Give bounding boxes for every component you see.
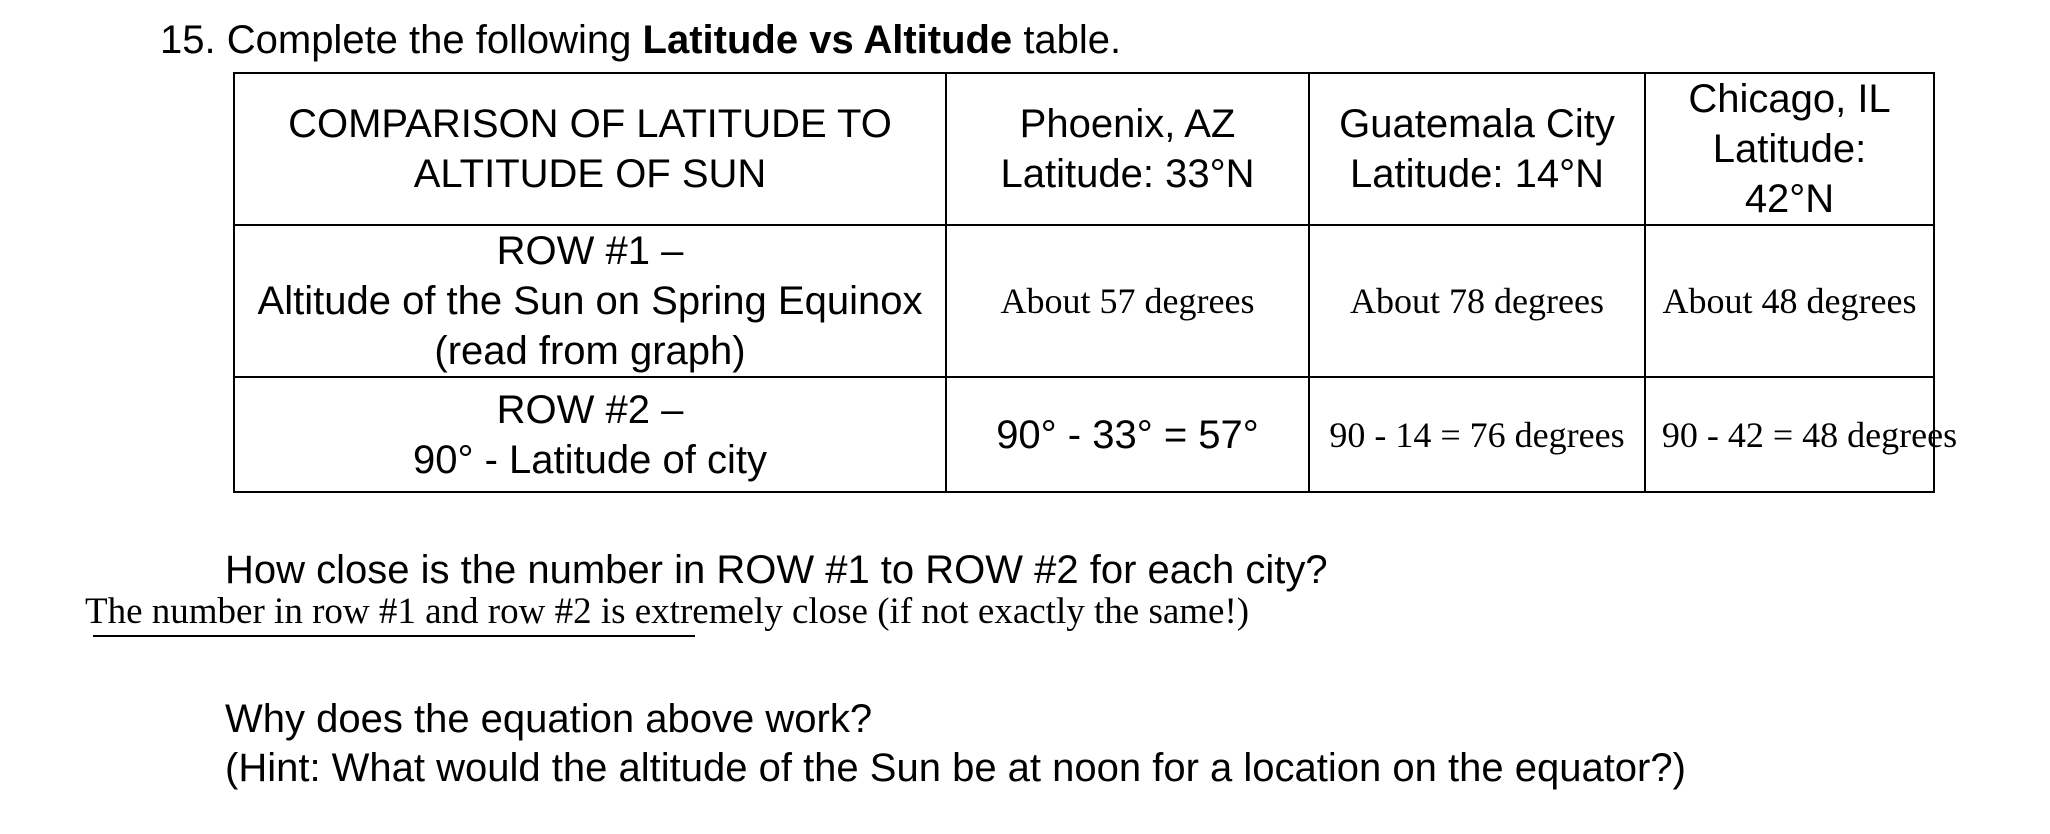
table-row-1 xyxy=(234,225,1934,377)
row1-phoenix-value: About 57 degrees xyxy=(1000,281,1255,321)
header-city-guatemala xyxy=(1309,73,1645,225)
question-bold-text: Latitude vs Altitude xyxy=(642,18,1013,62)
row2-phoenix-value: 90° - 33° = 57° xyxy=(996,412,1259,457)
city-latitude-value: 42°N xyxy=(1744,177,1835,221)
header-title-line2: ALTITUDE OF SUN xyxy=(413,152,767,196)
latitude-altitude-table xyxy=(233,72,1958,493)
prompt-why-line2: (Hint: What would the altitude of the Sun be at noon for a location on the equator?) xyxy=(225,746,1686,790)
question-title xyxy=(160,14,1121,66)
row2-label-line2: 90° - Latitude of city xyxy=(413,437,767,482)
header-city-phoenix xyxy=(946,73,1309,225)
question-text-after: table. xyxy=(1023,18,1122,62)
row1-guatemala-value: About 78 degrees xyxy=(1350,281,1604,321)
question-text-before: Complete the following xyxy=(226,18,632,62)
city-name: Chicago, IL xyxy=(1688,77,1891,121)
row1-guatemala-cell xyxy=(1309,225,1645,377)
row2-phoenix-cell xyxy=(946,377,1309,492)
row1-label-line1: ROW #1 – xyxy=(496,229,684,273)
city-name: Phoenix, AZ xyxy=(1019,102,1236,146)
row2-guatemala-cell xyxy=(1309,377,1645,492)
row1-label-line3: (read from graph) xyxy=(434,329,746,373)
header-city-chicago xyxy=(1645,73,1934,225)
city-latitude: Latitude: 14°N xyxy=(1350,152,1604,196)
header-title-line1: COMPARISON OF LATITUDE TO xyxy=(288,102,892,146)
table-row-2 xyxy=(234,377,1934,492)
row1-chicago-cell xyxy=(1645,225,1934,377)
answer-how-close: The number in row #1 and row #2 is extremely close (if not exactly the same!) xyxy=(85,591,1250,632)
row2-chicago-cell xyxy=(1645,377,1958,492)
prompt-how-close: How close is the number in ROW #1 to ROW #2 for each city? xyxy=(225,548,1328,592)
city-name: Guatemala City xyxy=(1339,102,1615,146)
row2-label-cell xyxy=(234,377,946,492)
row1-chicago-value: About 48 degrees xyxy=(1662,281,1917,321)
row1-phoenix-cell xyxy=(946,225,1309,377)
answer-underline xyxy=(93,635,695,637)
header-title-cell xyxy=(234,73,946,225)
row1-label-cell xyxy=(234,225,946,377)
row2-label-line1: ROW #2 – xyxy=(496,387,684,432)
row2-guatemala-value: 90 - 14 = 76 degrees xyxy=(1329,414,1625,455)
row2-chicago-value: 90 - 42 = 48 degrees xyxy=(1661,414,1958,455)
question-number: 15. xyxy=(160,18,216,62)
city-latitude-label: Latitude: xyxy=(1712,127,1867,171)
table-header-row xyxy=(234,73,1934,225)
city-latitude: Latitude: 33°N xyxy=(1000,152,1255,196)
row1-label-line2: Altitude of the Sun on Spring Equinox xyxy=(257,279,923,323)
prompt-why-line1: Why does the equation above work? xyxy=(225,697,873,741)
